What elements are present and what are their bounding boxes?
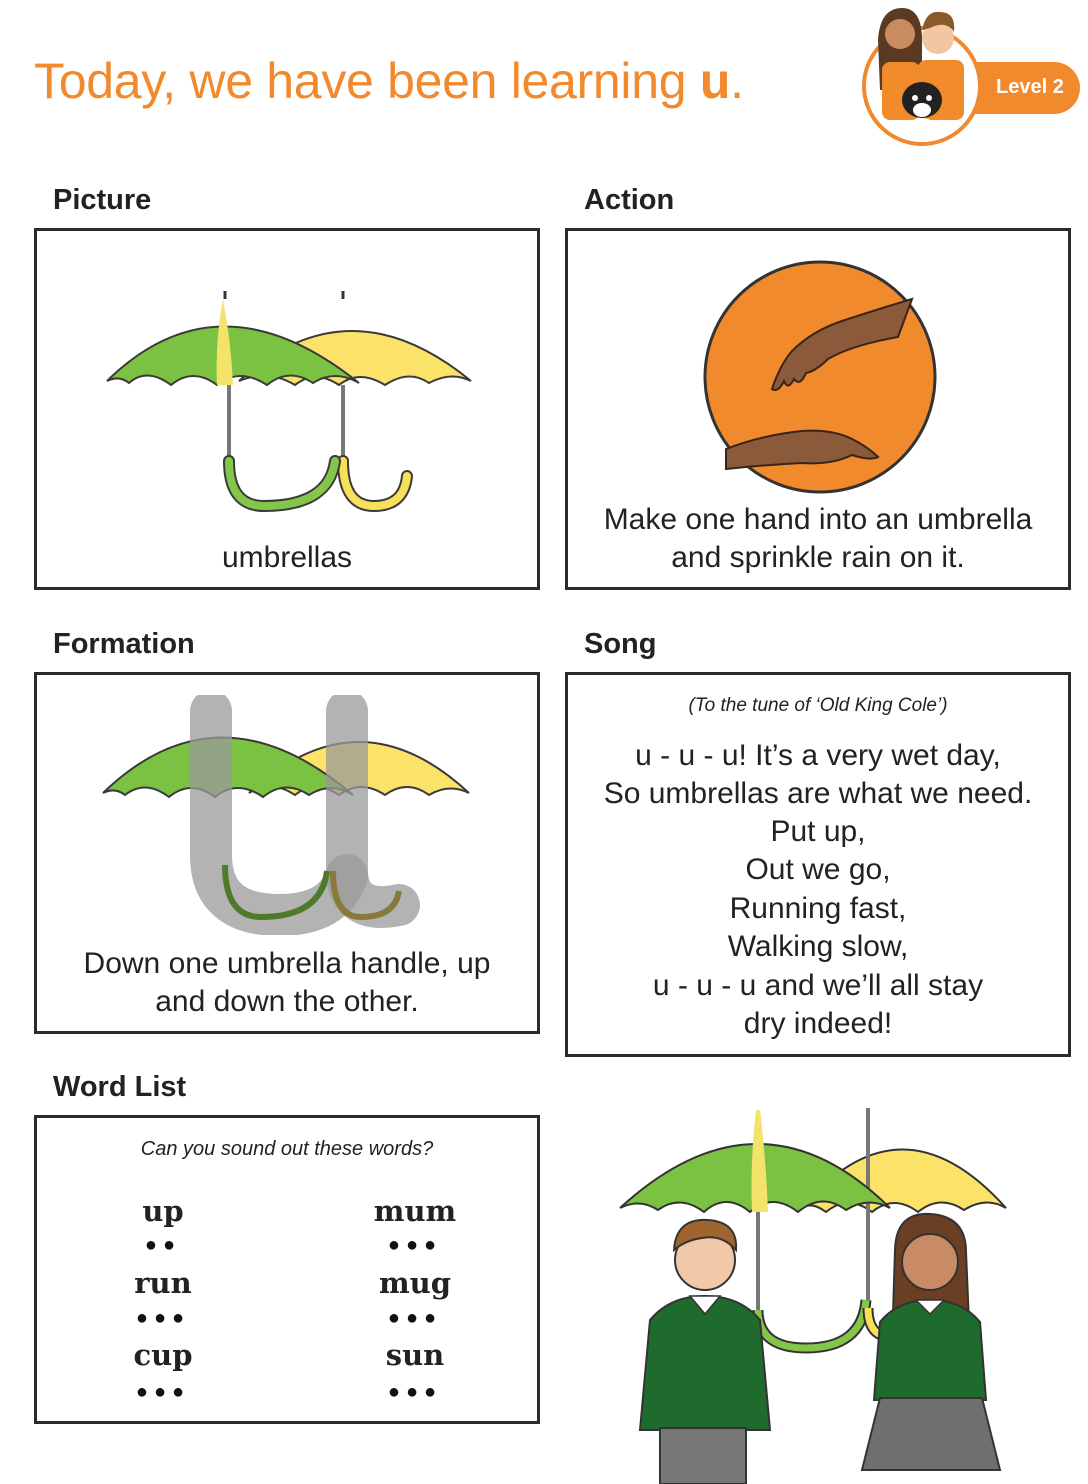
sound-dots: ●●● bbox=[387, 1381, 443, 1403]
song-line: u - u - u! It’s a very wet day, bbox=[635, 739, 1001, 772]
sound-dots: ●●● bbox=[135, 1381, 191, 1403]
song-line: dry indeed! bbox=[743, 1007, 893, 1040]
sound-dots: ●● bbox=[144, 1234, 182, 1256]
song-line: u - u - u and we’ll all stay bbox=[652, 969, 984, 1002]
formation-panel bbox=[34, 672, 540, 1034]
song-line: So umbrellas are what we need. bbox=[603, 777, 1033, 810]
umbrellas-icon bbox=[99, 291, 479, 521]
word-item: mum bbox=[373, 1194, 457, 1228]
song-line: Running fast, bbox=[729, 892, 907, 925]
title-suffix: . bbox=[730, 53, 744, 109]
action-label: Action bbox=[584, 184, 675, 216]
page-title bbox=[34, 52, 744, 110]
word-list-prompt: Can you sound out these words? bbox=[140, 1138, 434, 1160]
characters-logo-icon bbox=[860, 0, 1084, 150]
action-panel bbox=[565, 228, 1071, 590]
hand-action-icon bbox=[702, 259, 938, 495]
song-subtitle: (To the tune of ‘Old King Cole’) bbox=[688, 695, 948, 716]
action-caption-line-1: Make one hand into an umbrella bbox=[603, 503, 1033, 536]
song-panel bbox=[565, 672, 1071, 1057]
level-badge bbox=[860, 0, 1084, 150]
picture-caption: umbrellas bbox=[221, 541, 353, 574]
song-line: Out we go, bbox=[745, 853, 891, 886]
song-line: Put up, bbox=[770, 815, 866, 848]
word-item: sun bbox=[385, 1338, 445, 1372]
song-label: Song bbox=[584, 628, 657, 660]
word-list-panel bbox=[34, 1115, 540, 1424]
word-list-label: Word List bbox=[53, 1071, 187, 1103]
word-item: run bbox=[134, 1266, 192, 1300]
picture-panel bbox=[34, 228, 540, 590]
title-prefix: Today, we have been learning bbox=[34, 53, 700, 109]
word-item: cup bbox=[133, 1338, 193, 1372]
sound-dots: ●●● bbox=[387, 1234, 443, 1256]
letter-u-formation-icon bbox=[99, 695, 479, 935]
action-caption-line-2: and sprinkle rain on it. bbox=[671, 541, 965, 574]
word-item: up bbox=[142, 1194, 184, 1228]
picture-label: Picture bbox=[53, 184, 152, 216]
formation-caption-line-2: and down the other. bbox=[155, 985, 419, 1018]
sound-dots: ●●● bbox=[135, 1307, 191, 1329]
children-with-umbrellas-icon bbox=[610, 1100, 1020, 1484]
title-letter: u bbox=[699, 53, 731, 109]
formation-caption-line-1: Down one umbrella handle, up bbox=[83, 947, 491, 980]
formation-label: Formation bbox=[53, 628, 195, 660]
word-item: mug bbox=[378, 1266, 452, 1300]
song-line: Walking slow, bbox=[727, 930, 909, 963]
sound-dots: ●●● bbox=[387, 1307, 443, 1329]
level-label: Level 2 bbox=[996, 76, 1064, 98]
